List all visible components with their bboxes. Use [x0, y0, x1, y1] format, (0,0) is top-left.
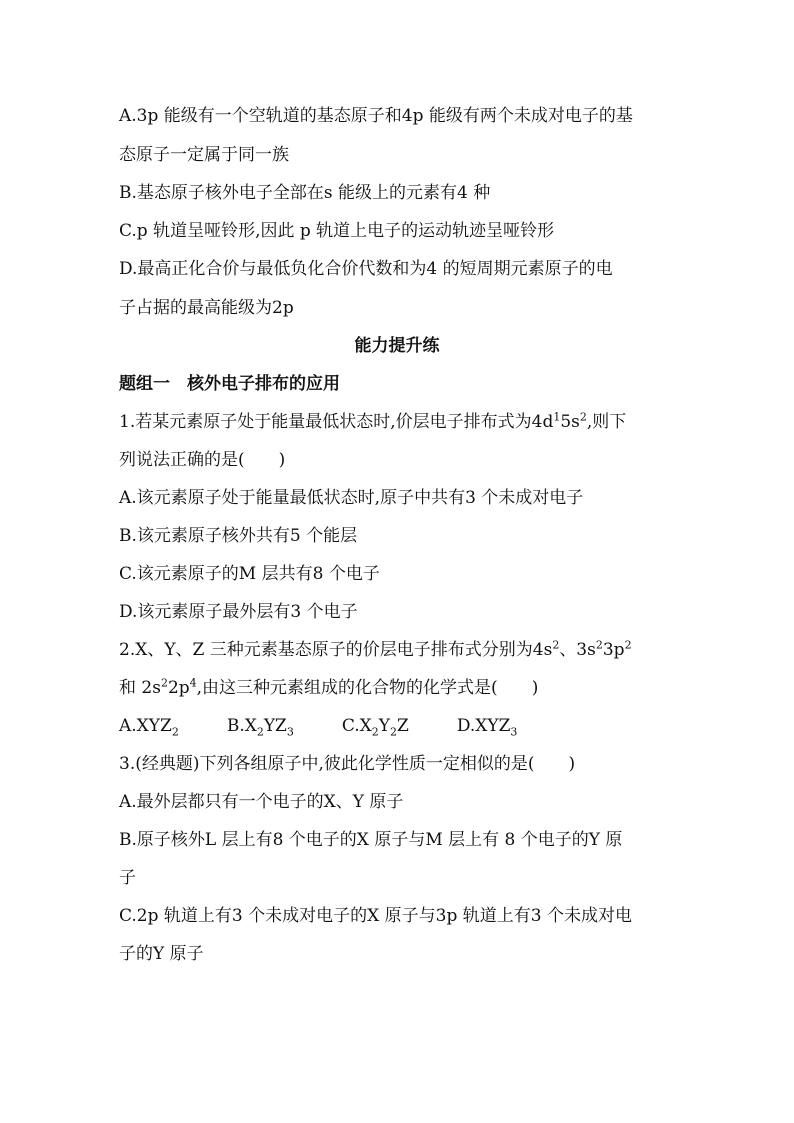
q2-l2-b: 2p: [167, 678, 190, 698]
q1-option-a: A.该元素原子处于能量最低状态时,原子中共有3 个未成对电子: [119, 488, 584, 508]
q1-option-c: C.该元素原子的M 层共有8 个电子: [119, 564, 380, 584]
q2-opt-c-post: Z: [397, 716, 409, 736]
prev-option-a-line2: 态原子一定属于同一族: [119, 145, 289, 165]
q2-opt-b-sub1: 2: [256, 725, 264, 739]
prev-option-d-line1: D.最高正化合价与最低负化合价代数和为4 的短周期元素原子的电: [119, 259, 613, 279]
group-title: 题组一 核外电子排布的应用: [119, 374, 340, 394]
q2-l2-c: ,由这三种元素组成的化合物的化学式是( ): [196, 678, 539, 698]
q2-option-a: [119, 714, 179, 738]
prev-option-b: B.基态原子核外电子全部在s 能级上的元素有4 种: [119, 183, 491, 203]
q2-l2-s1: 2: [160, 676, 168, 690]
q2-l1-s2: 2: [595, 638, 603, 652]
q3-option-c-line2: 子的Y 原子: [119, 944, 204, 964]
q1-option-d: D.该元素原子最外层有3 个电子: [119, 602, 358, 622]
q3-option-a: A.最外层都只有一个电子的X、Y 原子: [119, 792, 404, 812]
q2-opt-c-sub1: 2: [371, 725, 379, 739]
q2-option-b: [227, 714, 294, 738]
q1-stem-text: 1.若某元素原子处于能量最低状态时,价层电子排布式为4d: [119, 412, 554, 432]
q2-l1-s3: 2: [624, 638, 632, 652]
q3-option-b-line1: B.原子核外L 层上有8 个电子的X 原子与M 层上有 8 个电子的Y 原: [119, 830, 623, 850]
q2-l1-c: 3p: [602, 640, 625, 660]
q2-option-c: [342, 714, 409, 738]
q2-stem-line2: [119, 676, 538, 700]
q2-opt-b-sub2: 3: [286, 725, 294, 739]
q2-options: [119, 714, 565, 738]
q3-option-c-line1: C.2p 轨道上有3 个未成对电子的X 原子与3p 轨道上有3 个未成对电: [119, 906, 632, 926]
q2-stem-line1: [119, 638, 632, 662]
q2-l1-a: 2.X、Y、Z 三种元素基态原子的价层电子排布式分别为4s: [119, 640, 553, 660]
prev-option-c: C.p 轨道呈哑铃形,因此 p 轨道上电子的运动轨迹呈哑铃形: [119, 221, 555, 241]
q2-l1-b: 、3s: [559, 640, 596, 660]
q1-sup1: 1: [553, 410, 561, 424]
q2-opt-c-sub2: 2: [390, 725, 398, 739]
q2-l2-a: 和 2s: [119, 678, 161, 698]
q2-opt-a-sub: 2: [171, 725, 179, 739]
q2-opt-d-sub: 3: [510, 725, 518, 739]
q2-option-d: [457, 714, 518, 738]
q2-opt-b-text: B.X: [226, 716, 257, 736]
q2-opt-b-mid: YZ: [263, 716, 287, 736]
section-title: 能力提升练: [354, 336, 440, 356]
q2-opt-c-mid: Y: [378, 716, 391, 736]
q2-opt-c-text: C.X: [341, 716, 372, 736]
prev-option-a-line1: A.3p 能级有一个空轨道的基态原子和4p 能级有两个未成对电子的基: [119, 106, 633, 126]
q1-stem-line1: [119, 410, 626, 434]
q2-l1-s1: 2: [552, 638, 560, 652]
q1-stem-line2: 列说法正确的是( ): [119, 450, 286, 470]
q2-l2-s2: 4: [189, 676, 197, 690]
q3-option-b-line2: 子: [119, 868, 136, 888]
prev-option-d-line2: 子占据的最高能级为2p: [119, 298, 294, 318]
q1-sup2: 2: [579, 410, 587, 424]
q1-option-b: B.该元素原子核外共有5 个能层: [119, 526, 358, 546]
q2-opt-a-text: A.XYZ: [119, 716, 172, 736]
q3-stem: 3.(经典题)下列各组原子中,彼此化学性质一定相似的是( ): [119, 754, 576, 774]
q1-mid: 5s: [560, 412, 580, 432]
q1-post: ,则下: [586, 412, 627, 432]
q2-opt-d-text: D.XYZ: [456, 716, 511, 736]
